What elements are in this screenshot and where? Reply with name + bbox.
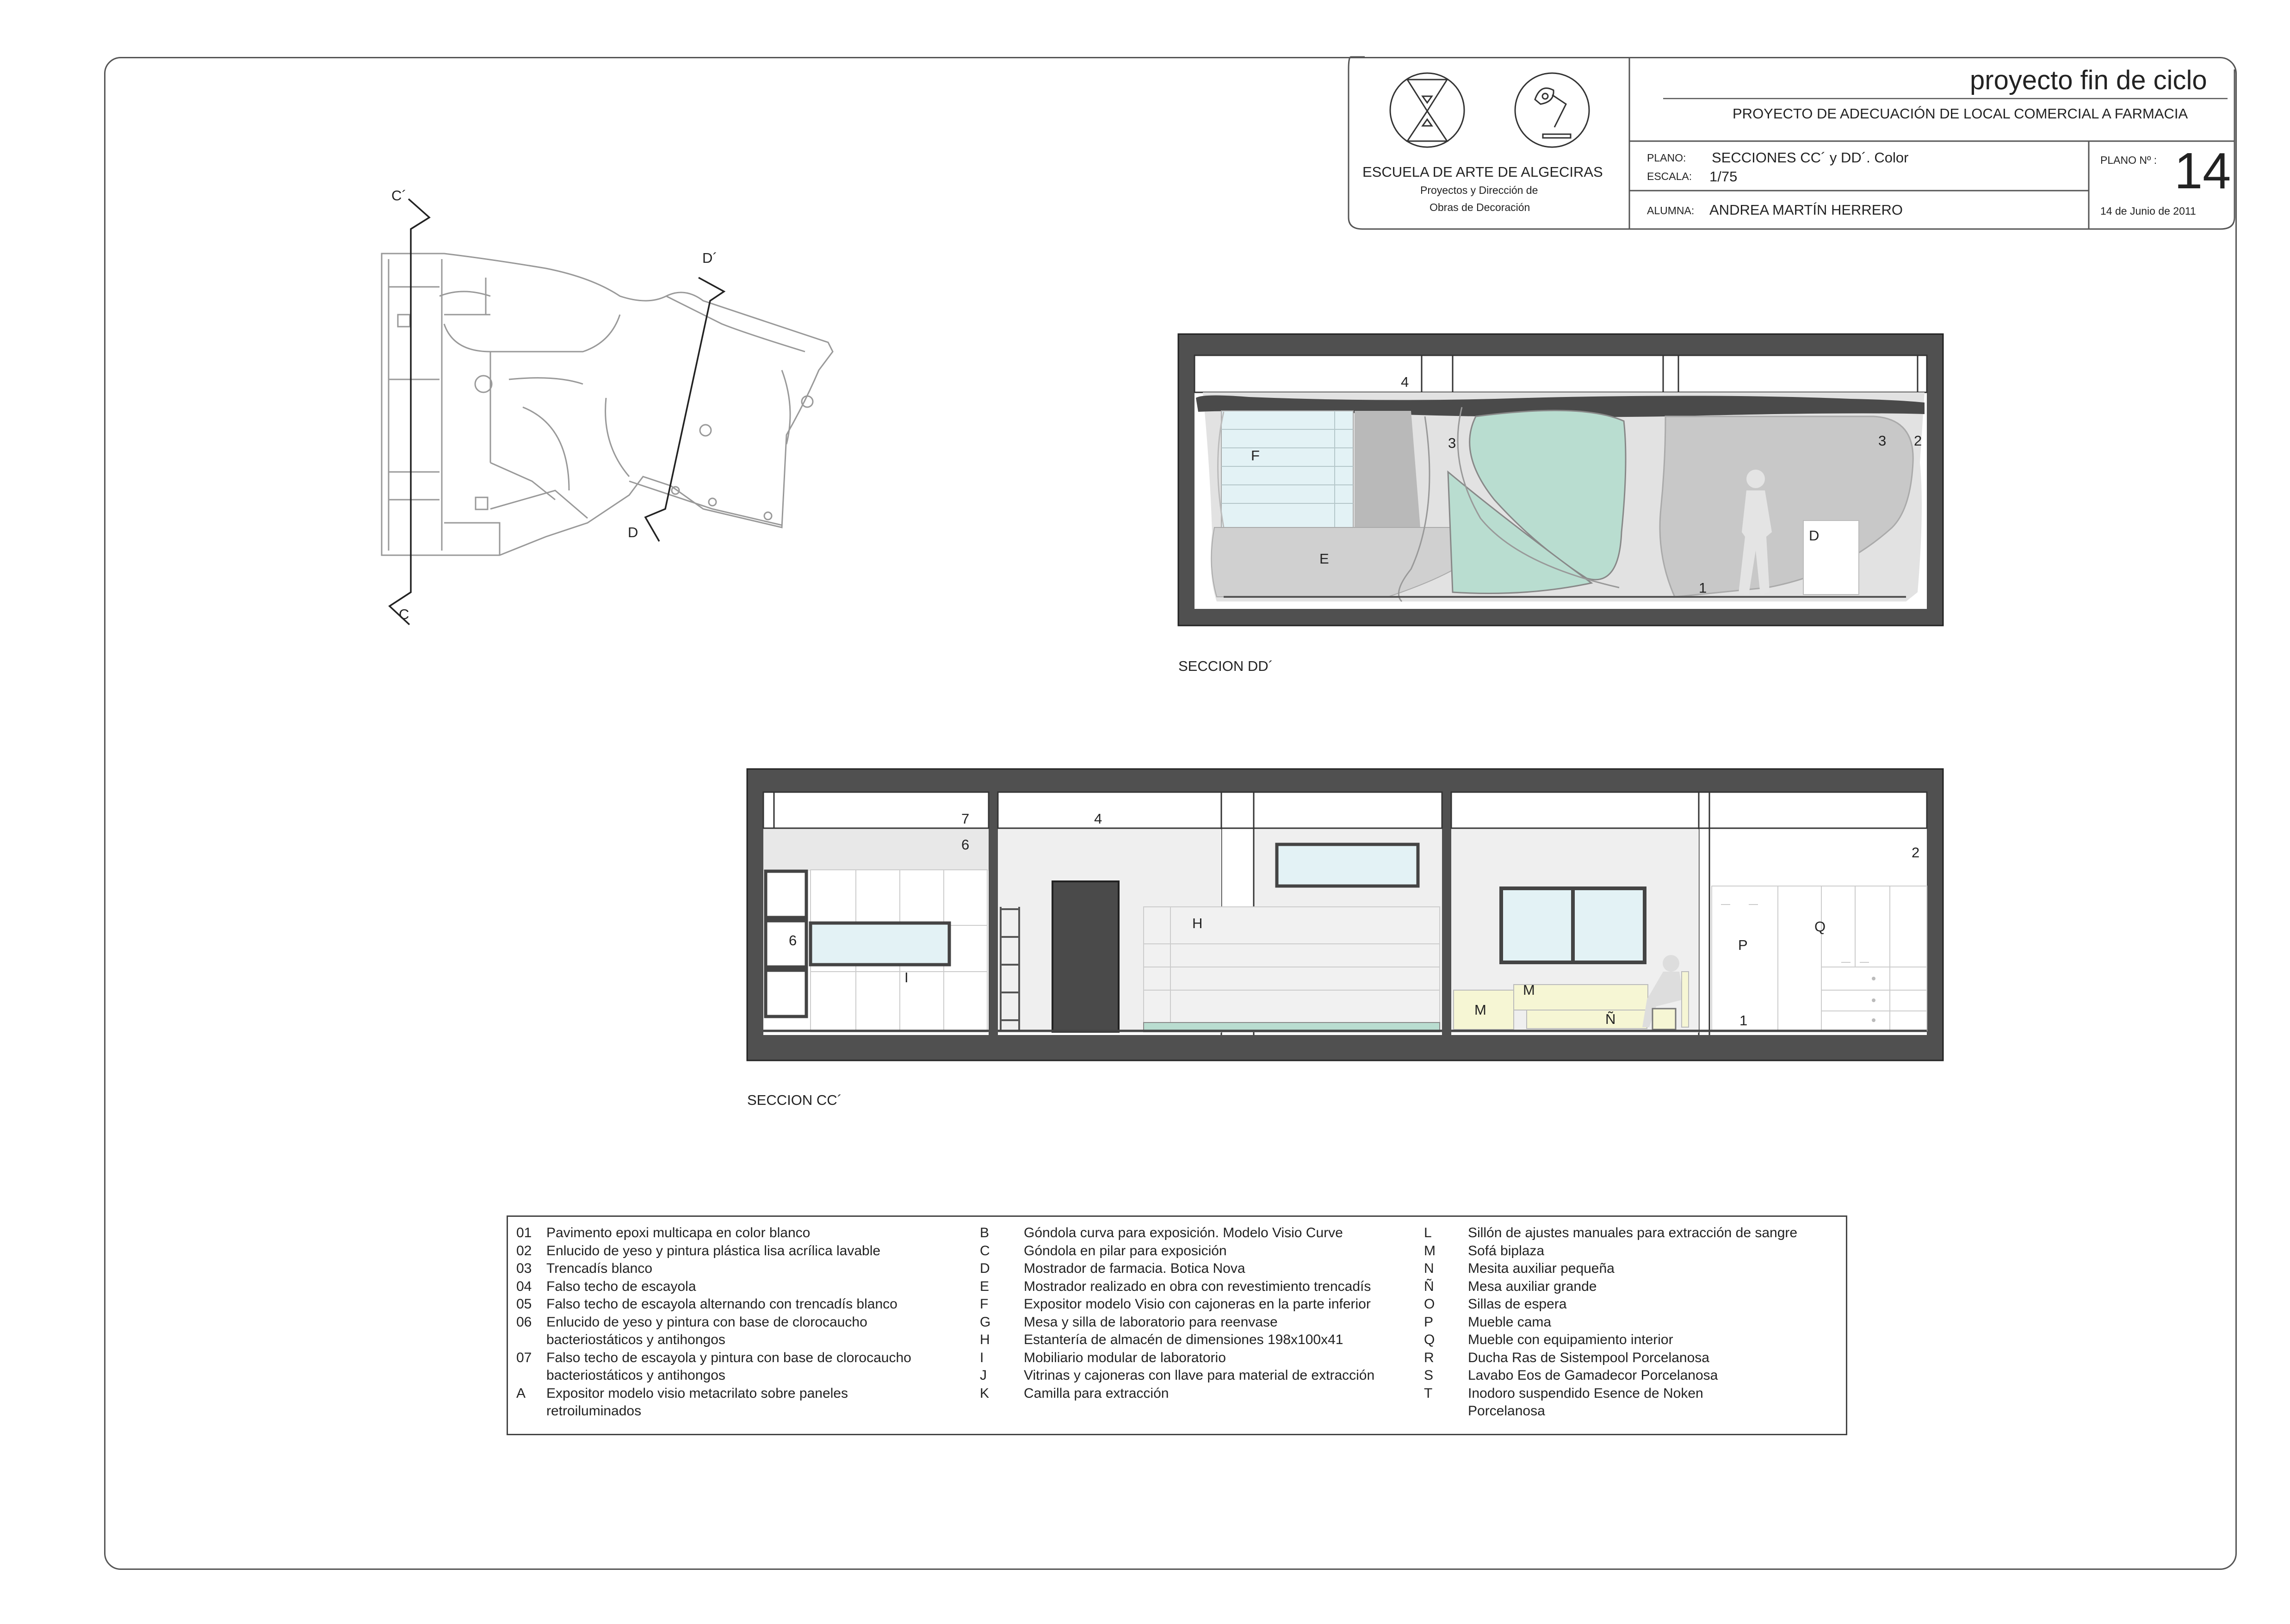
dd-label-f: F bbox=[1251, 447, 1260, 464]
legend-item-code: R bbox=[1424, 1350, 1434, 1365]
legend-item-code: M bbox=[1424, 1243, 1436, 1258]
legend-item bbox=[980, 1367, 1374, 1385]
legend-item bbox=[516, 1295, 911, 1314]
legend-item-code bbox=[516, 1367, 546, 1385]
project-title: proyecto fin de ciclo bbox=[1970, 65, 2207, 95]
plano-no-value: 14 bbox=[2174, 143, 2231, 199]
legend-item-text: Falso techo de escayola alternando con trencadís blanco bbox=[546, 1296, 897, 1312]
escala-value: 1/75 bbox=[1709, 168, 1738, 185]
legend-item bbox=[516, 1242, 911, 1260]
legend-item bbox=[516, 1331, 911, 1349]
alumna-label: ALUMNA: bbox=[1647, 205, 1695, 217]
alumna-value: ANDREA MARTÍN HERRERO bbox=[1709, 202, 1903, 218]
legend-item-text: bacteriostáticos y antihongos bbox=[546, 1368, 725, 1383]
cc-label-2: 2 bbox=[1912, 844, 1920, 861]
legend-item bbox=[1424, 1242, 1797, 1260]
legend-item bbox=[516, 1224, 911, 1242]
legend-item bbox=[980, 1224, 1374, 1242]
legend-item-text: Mesa auxiliar grande bbox=[1468, 1278, 1597, 1294]
legend-column-2 bbox=[980, 1224, 1374, 1402]
legend-item-text: Mueble con equipamiento interior bbox=[1468, 1332, 1673, 1347]
legend-item bbox=[1424, 1278, 1797, 1296]
cc-label-m1: M bbox=[1474, 1002, 1486, 1018]
section-cc-caption: SECCION CC´ bbox=[747, 1092, 842, 1108]
cc-label-7: 7 bbox=[961, 811, 970, 827]
escala-label: ESCALA: bbox=[1647, 170, 1692, 182]
legend-item-code: I bbox=[980, 1350, 984, 1365]
legend-column-3 bbox=[1424, 1224, 1797, 1420]
legend-item-text: Góndola curva para exposición. Modelo Visio Curve bbox=[1024, 1225, 1343, 1240]
plano-value: SECCIONES CC´ y DD´. Color bbox=[1712, 149, 1909, 166]
legend-item-code bbox=[516, 1331, 546, 1349]
legend-item-text: Expositor modelo visio metacrilato sobre paneles bbox=[546, 1385, 848, 1401]
legend-item-code: H bbox=[980, 1332, 990, 1347]
legend-item-code: 06 bbox=[516, 1314, 532, 1330]
legend-item-code: N bbox=[1424, 1261, 1434, 1276]
legend-item bbox=[516, 1385, 911, 1403]
cc-label-1: 1 bbox=[1739, 1012, 1748, 1029]
legend-item-text: Sofá biplaza bbox=[1468, 1243, 1545, 1258]
plano-label: PLANO: bbox=[1647, 152, 1686, 164]
dd-label-4: 4 bbox=[1401, 374, 1409, 390]
legend-item-text: Vitrinas y cajoneras con llave para material de extracción bbox=[1024, 1368, 1375, 1383]
legend-item-text: Mesita auxiliar pequeña bbox=[1468, 1261, 1615, 1276]
legend-item-code: 03 bbox=[516, 1261, 532, 1276]
cc-label-6b: 6 bbox=[789, 932, 797, 948]
legend-item-text: Porcelanosa bbox=[1468, 1403, 1545, 1419]
legend-item-code: P bbox=[1424, 1314, 1434, 1330]
legend-item-text: Estantería de almacén de dimensiones 198x100x41 bbox=[1024, 1332, 1343, 1347]
legend-item-text: Trencadís blanco bbox=[546, 1261, 653, 1276]
legend-item bbox=[980, 1295, 1374, 1314]
section-dd-caption: SECCION DD´ bbox=[1178, 658, 1273, 674]
legend-item-code: 04 bbox=[516, 1278, 532, 1294]
legend-item-code: D bbox=[980, 1261, 990, 1276]
legend-item-text: Sillas de espera bbox=[1468, 1296, 1567, 1312]
legend-item-code: F bbox=[980, 1296, 989, 1312]
legend-item-code: B bbox=[980, 1225, 990, 1240]
project-subtitle: PROYECTO DE ADECUACIÓN DE LOCAL COMERCIAL A FARMACIA bbox=[1733, 105, 2188, 122]
cc-label-m2: M bbox=[1523, 982, 1535, 998]
legend-item-text: Mostrador de farmacia. Botica Nova bbox=[1024, 1261, 1245, 1276]
legend-item bbox=[516, 1278, 911, 1296]
legend-item bbox=[980, 1385, 1374, 1403]
cc-label-6a: 6 bbox=[961, 837, 970, 853]
legend-item-code: T bbox=[1424, 1385, 1433, 1401]
plan-label-c-bottom: C bbox=[399, 606, 409, 622]
legend-item bbox=[1424, 1314, 1797, 1332]
legend-item bbox=[1424, 1295, 1797, 1314]
legend-item-code: K bbox=[980, 1385, 990, 1401]
legend-item-text: Góndola en pilar para exposición bbox=[1024, 1243, 1227, 1258]
cc-label-q: Q bbox=[1814, 918, 1826, 935]
legend-item-code: G bbox=[980, 1314, 991, 1330]
cc-label-n-tilde: Ñ bbox=[1605, 1011, 1616, 1027]
plano-no-label: PLANO Nº : bbox=[2100, 154, 2157, 166]
legend-item-code: 01 bbox=[516, 1225, 532, 1240]
legend-item-code: 02 bbox=[516, 1243, 532, 1258]
dd-label-2: 2 bbox=[1914, 433, 1922, 449]
legend-item-code: 05 bbox=[516, 1296, 532, 1312]
legend-item-text: retroiluminados bbox=[546, 1403, 642, 1419]
legend-item-text: Mueble cama bbox=[1468, 1314, 1552, 1330]
legend-item-text: Pavimento epoxi multicapa en color blanco bbox=[546, 1225, 811, 1240]
legend-item-text: Mesa y silla de laboratorio para reenvase bbox=[1024, 1314, 1278, 1330]
dd-label-1: 1 bbox=[1699, 580, 1707, 596]
cc-label-h: H bbox=[1192, 915, 1203, 931]
legend-item-code: Ñ bbox=[1424, 1278, 1434, 1294]
legend-item bbox=[980, 1314, 1374, 1332]
plan-label-c-top: C´ bbox=[391, 187, 407, 204]
legend-item bbox=[1424, 1385, 1797, 1403]
legend-item-text: Falso techo de escayola y pintura con base de clorocaucho bbox=[546, 1350, 911, 1365]
legend-item-code bbox=[1424, 1402, 1468, 1420]
dd-label-3b: 3 bbox=[1878, 433, 1887, 449]
legend-item-text: Enlucido de yeso y pintura con base de clorocaucho bbox=[546, 1314, 867, 1330]
legend-item bbox=[980, 1278, 1374, 1296]
legend-item bbox=[980, 1242, 1374, 1260]
legend-item-code: 07 bbox=[516, 1350, 532, 1365]
legend-item bbox=[1424, 1402, 1797, 1420]
legend-item-text: Camilla para extracción bbox=[1024, 1385, 1169, 1401]
legend-item-code: L bbox=[1424, 1225, 1432, 1240]
dd-label-d: D bbox=[1809, 527, 1820, 544]
legend-item-text: Enlucido de yeso y pintura plástica lisa acrílica lavable bbox=[546, 1243, 881, 1258]
legend-item-text: Inodoro suspendido Esence de Noken bbox=[1468, 1385, 1703, 1401]
school-line2: Proyectos y Dirección de bbox=[1420, 184, 1538, 196]
dd-label-3a: 3 bbox=[1448, 435, 1456, 451]
legend-box bbox=[507, 1215, 1847, 1435]
legend-item bbox=[516, 1314, 911, 1332]
school-line3: Obras de Decoración bbox=[1430, 201, 1530, 213]
legend-item-code: A bbox=[516, 1385, 526, 1401]
dd-label-e: E bbox=[1319, 551, 1329, 567]
date: 14 de Junio de 2011 bbox=[2100, 205, 2196, 217]
legend-item bbox=[516, 1260, 911, 1278]
legend-item bbox=[1424, 1367, 1797, 1385]
school-name: ESCUELA DE ARTE DE ALGECIRAS bbox=[1362, 164, 1603, 180]
legend-item bbox=[1424, 1260, 1797, 1278]
legend-item bbox=[980, 1331, 1374, 1349]
legend-item bbox=[1424, 1331, 1797, 1349]
plan-label-d-top: D´ bbox=[702, 250, 718, 266]
legend-item-text: Falso techo de escayola bbox=[546, 1278, 696, 1294]
legend-item-text: Mobiliario modular de laboratorio bbox=[1024, 1350, 1226, 1365]
legend-item-code: E bbox=[980, 1278, 990, 1294]
legend-item bbox=[1424, 1349, 1797, 1367]
legend-item-text: bacteriostáticos y antihongos bbox=[546, 1332, 725, 1347]
legend-item bbox=[516, 1402, 911, 1420]
legend-item-text: Lavabo Eos de Gamadecor Porcelanosa bbox=[1468, 1368, 1718, 1383]
legend-item-code bbox=[516, 1402, 546, 1420]
legend-item-code: Q bbox=[1424, 1332, 1435, 1347]
cc-label-4: 4 bbox=[1094, 811, 1102, 827]
legend-item-text: Sillón de ajustes manuales para extracción de sangre bbox=[1468, 1225, 1798, 1240]
legend-item bbox=[980, 1260, 1374, 1278]
legend-item bbox=[980, 1349, 1374, 1367]
legend-column-1 bbox=[516, 1224, 911, 1420]
legend-item bbox=[516, 1367, 911, 1385]
legend-item-code: J bbox=[980, 1368, 987, 1383]
cc-label-i: I bbox=[904, 969, 909, 986]
legend-item-code: S bbox=[1424, 1368, 1434, 1383]
cc-label-p: P bbox=[1738, 937, 1748, 953]
legend-item-code: C bbox=[980, 1243, 990, 1258]
plan-label-d-bottom: D bbox=[628, 524, 638, 540]
legend-item bbox=[1424, 1224, 1797, 1242]
legend-item-text: Mostrador realizado en obra con revestimiento trencadís bbox=[1024, 1278, 1371, 1294]
legend-item bbox=[516, 1349, 911, 1367]
legend-item-text: Ducha Ras de Sistempool Porcelanosa bbox=[1468, 1350, 1709, 1365]
legend-item-code: O bbox=[1424, 1296, 1435, 1312]
legend-item-text: Expositor modelo Visio con cajoneras en la parte inferior bbox=[1024, 1296, 1371, 1312]
